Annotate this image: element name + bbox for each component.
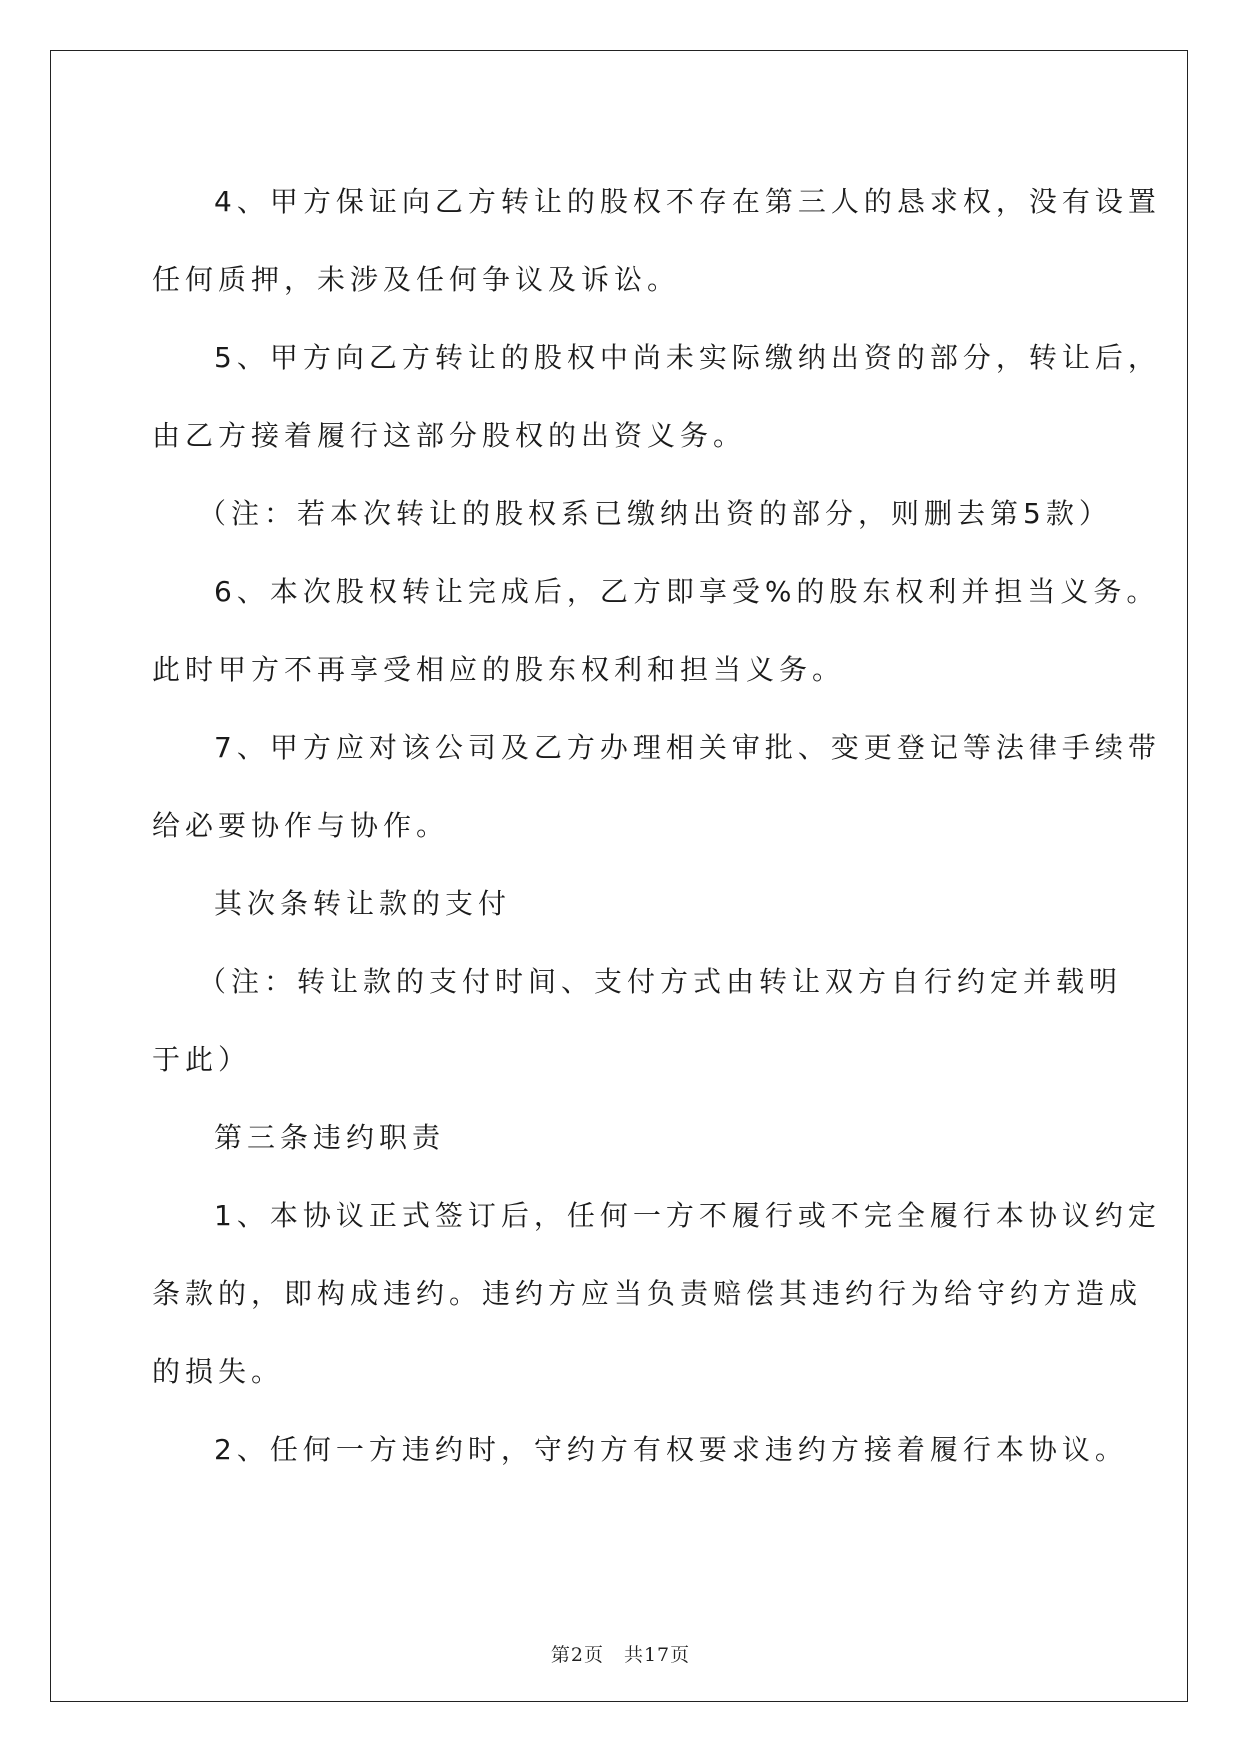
paragraph-line: 7、甲方应对该公司及乙方办理相关审批、变更登记等法律手续带	[214, 731, 1161, 764]
paragraph-line: （注：转让款的支付时间、支付方式由转让双方自行约定并载明	[198, 965, 1123, 998]
document-body	[152, 163, 1161, 1489]
section-heading: 其次条转让款的支付	[214, 887, 512, 920]
paragraph-line: 6、本次股权转让完成后，乙方即享受%的股东权利并担当义务。	[214, 575, 1160, 608]
paragraph-line: 此时甲方不再享受相应的股东权利和担当义务。	[152, 653, 846, 686]
paragraph-line: （注：若本次转让的股权系已缴纳出资的部分，则删去第5款）	[198, 497, 1112, 530]
paragraph-line: 任何质押，未涉及任何争议及诉讼。	[152, 263, 681, 296]
paragraph-line: 由乙方接着履行这部分股权的出资义务。	[152, 419, 747, 452]
section-heading: 第三条违约职责	[214, 1121, 446, 1154]
paragraph-line: 1、本协议正式签订后，任何一方不履行或不完全履行本协议约定	[214, 1199, 1161, 1232]
paragraph-line: 4、甲方保证向乙方转让的股权不存在第三人的恳求权，没有设置	[214, 185, 1161, 218]
paragraph-line: 2、任何一方违约时，守约方有权要求违约方接着履行本协议。	[214, 1433, 1128, 1466]
paragraph-line: 5、甲方向乙方转让的股权中尚未实际缴纳出资的部分，转让后，	[214, 341, 1161, 374]
paragraph-line: 给必要协作与协作。	[152, 809, 450, 842]
paragraph-line: 条款的，即构成违约。违约方应当负责赔偿其违约行为给守约方造成	[152, 1277, 1143, 1310]
page-number-footer: 第2页 共17页	[550, 1644, 691, 1666]
paragraph-line: 于此）	[152, 1043, 252, 1076]
paragraph-line: 的损失。	[152, 1355, 285, 1388]
